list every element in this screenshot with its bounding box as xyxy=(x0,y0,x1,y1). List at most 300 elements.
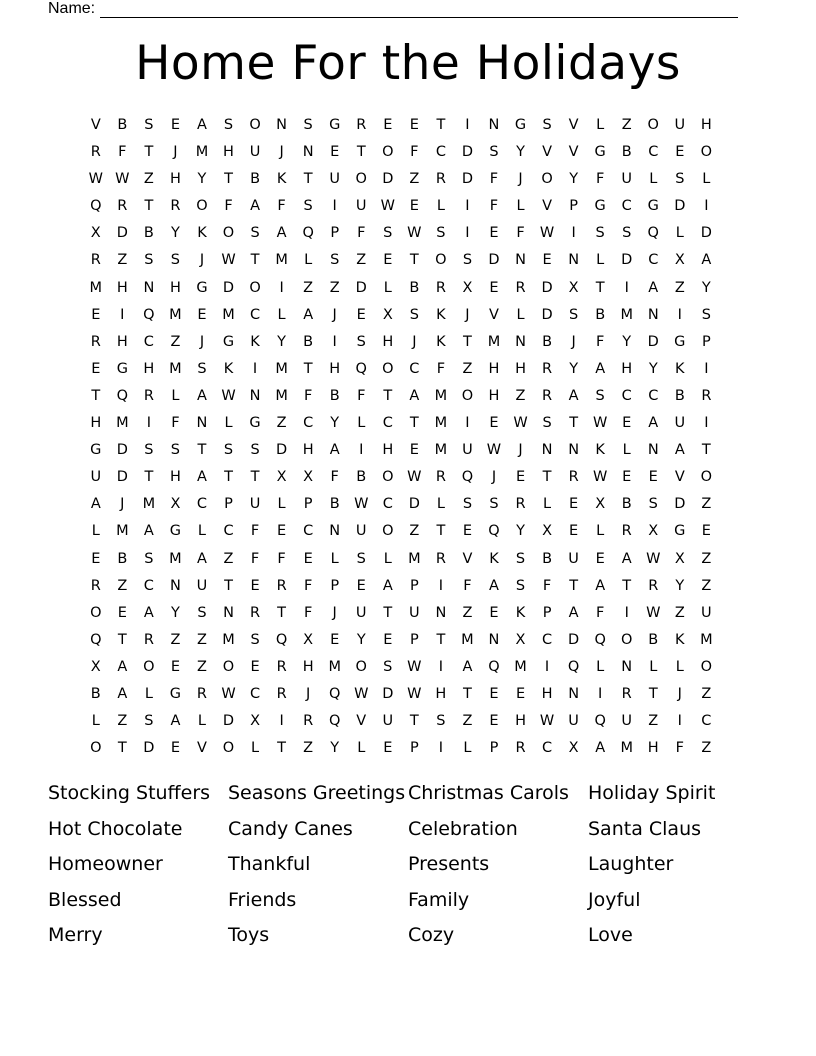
grid-letter[interactable]: O xyxy=(461,387,475,404)
grid-letter[interactable]: S xyxy=(515,577,527,594)
grid-letter[interactable]: A xyxy=(701,252,713,269)
grid-letter[interactable]: L xyxy=(596,252,606,269)
grid-letter[interactable]: E xyxy=(356,306,367,323)
grid-letter[interactable]: T xyxy=(144,144,155,161)
grid-letter[interactable]: S xyxy=(356,550,367,567)
grid-letter[interactable]: H xyxy=(116,333,129,350)
grid-letter[interactable]: T xyxy=(622,577,633,594)
grid-letter[interactable]: Y xyxy=(516,144,526,161)
grid-letter[interactable]: M xyxy=(514,658,528,675)
grid-letter[interactable]: S xyxy=(223,442,235,459)
grid-letter[interactable]: O xyxy=(435,252,448,269)
grid-letter[interactable]: Q xyxy=(90,198,103,215)
grid-letter[interactable]: S xyxy=(489,144,500,161)
grid-letter[interactable]: R xyxy=(90,577,102,594)
grid-letter[interactable]: E xyxy=(648,469,659,486)
grid-letter[interactable]: R xyxy=(276,658,288,675)
grid-letter[interactable]: I xyxy=(677,713,683,730)
grid-letter[interactable]: F xyxy=(516,225,526,242)
grid-letter[interactable]: F xyxy=(595,171,606,188)
grid-letter[interactable]: M xyxy=(434,387,449,404)
grid-letter[interactable]: H xyxy=(382,333,395,350)
grid-letter[interactable]: E xyxy=(250,658,261,675)
grid-letter[interactable]: R xyxy=(435,469,447,486)
grid-letter[interactable]: T xyxy=(224,577,234,594)
grid-letter[interactable]: X xyxy=(90,225,102,242)
grid-letter[interactable]: D xyxy=(276,442,289,459)
grid-letter[interactable]: A xyxy=(170,713,182,730)
grid-letter[interactable]: E xyxy=(197,306,208,323)
grid-letter[interactable]: A xyxy=(117,658,129,675)
grid-letter[interactable]: F xyxy=(436,360,447,377)
grid-letter[interactable]: Q xyxy=(355,360,368,377)
grid-letter[interactable]: S xyxy=(515,550,527,567)
grid-letter[interactable]: R xyxy=(435,279,447,296)
grid-letter[interactable]: V xyxy=(568,144,580,161)
grid-letter[interactable]: X xyxy=(462,279,474,296)
grid-letter[interactable]: R xyxy=(356,117,368,133)
grid-letter[interactable]: P xyxy=(303,496,314,513)
grid-letter[interactable]: N xyxy=(515,333,527,350)
grid-letter[interactable]: A xyxy=(117,685,129,702)
grid-letter[interactable]: O xyxy=(355,171,368,188)
grid-letter[interactable]: D xyxy=(116,469,129,486)
grid-letter[interactable]: I xyxy=(544,658,551,675)
grid-letter[interactable]: R xyxy=(701,387,713,404)
grid-letter[interactable]: F xyxy=(250,523,261,540)
grid-letter[interactable]: I xyxy=(465,415,471,432)
grid-letter[interactable]: E xyxy=(622,415,633,432)
grid-letter[interactable]: A xyxy=(568,387,580,404)
grid-letter[interactable]: G xyxy=(647,198,660,215)
grid-letter[interactable]: U xyxy=(249,496,262,513)
grid-letter[interactable]: A xyxy=(568,604,580,621)
grid-letter[interactable]: L xyxy=(622,442,632,459)
grid-letter[interactable]: O xyxy=(90,604,103,621)
grid-letter[interactable]: P xyxy=(409,631,420,648)
grid-letter[interactable]: R xyxy=(303,713,315,730)
grid-letter[interactable]: P xyxy=(224,496,234,513)
grid-letter[interactable]: T xyxy=(277,604,288,621)
grid-letter[interactable]: D xyxy=(674,496,687,513)
grid-letter[interactable]: E xyxy=(117,604,128,621)
grid-letter[interactable]: G xyxy=(116,360,129,377)
grid-letter[interactable]: D xyxy=(541,279,554,296)
grid-letter[interactable]: H xyxy=(515,360,527,377)
grid-letter[interactable]: Y xyxy=(197,171,208,188)
grid-letter[interactable]: D xyxy=(541,306,554,323)
grid-letter[interactable]: A xyxy=(329,442,341,459)
grid-letter[interactable]: F xyxy=(595,604,606,621)
grid-letter[interactable]: I xyxy=(120,306,126,323)
grid-letter[interactable]: E xyxy=(569,496,580,513)
grid-letter[interactable]: U xyxy=(382,713,395,730)
grid-letter[interactable]: F xyxy=(675,740,685,757)
grid-letter[interactable]: O xyxy=(382,144,395,161)
grid-letter[interactable]: J xyxy=(332,306,338,323)
grid-letter[interactable]: Z xyxy=(196,658,208,675)
grid-letter[interactable]: W xyxy=(539,225,556,242)
grid-letter[interactable]: R xyxy=(515,496,527,513)
grid-letter[interactable]: E xyxy=(409,117,420,133)
grid-letter[interactable]: Z xyxy=(462,360,474,377)
grid-letter[interactable]: R xyxy=(648,577,660,594)
grid-letter[interactable]: E xyxy=(170,740,181,757)
grid-letter[interactable]: T xyxy=(595,279,606,296)
grid-letter[interactable]: O xyxy=(143,658,156,675)
grid-letter[interactable]: N xyxy=(169,577,182,594)
grid-letter[interactable]: M xyxy=(275,252,289,269)
grid-letter[interactable]: N xyxy=(647,442,660,459)
grid-letter[interactable]: L xyxy=(702,171,712,188)
grid-letter[interactable]: S xyxy=(542,117,553,133)
grid-letter[interactable]: E xyxy=(91,360,102,377)
grid-letter[interactable]: J xyxy=(279,144,285,161)
grid-letter[interactable]: J xyxy=(173,144,179,161)
grid-letter[interactable]: G xyxy=(674,523,687,540)
grid-letter[interactable]: E xyxy=(701,523,712,540)
grid-letter[interactable]: O xyxy=(222,740,236,757)
grid-letter[interactable]: G xyxy=(90,442,103,459)
grid-letter[interactable]: T xyxy=(409,252,420,269)
grid-letter[interactable]: E xyxy=(489,225,500,242)
grid-letter[interactable]: V xyxy=(542,198,554,215)
grid-letter[interactable]: S xyxy=(144,550,155,567)
grid-letter[interactable]: I xyxy=(146,415,152,432)
grid-letter[interactable]: D xyxy=(700,225,713,242)
grid-letter[interactable]: N xyxy=(541,442,554,459)
grid-letter[interactable]: S xyxy=(303,198,314,215)
grid-letter[interactable]: Q xyxy=(594,713,607,730)
grid-letter[interactable]: K xyxy=(675,360,686,377)
grid-letter[interactable]: C xyxy=(382,415,394,432)
grid-letter[interactable]: Z xyxy=(701,685,713,702)
grid-letter[interactable]: B xyxy=(329,496,341,513)
grid-letter[interactable]: C xyxy=(648,387,660,404)
grid-letter[interactable]: R xyxy=(170,198,182,215)
grid-letter[interactable]: T xyxy=(383,604,394,621)
grid-letter[interactable]: D xyxy=(116,225,129,242)
grid-letter[interactable]: S xyxy=(144,713,155,730)
grid-letter[interactable]: E xyxy=(303,550,314,567)
grid-letter[interactable]: Z xyxy=(143,171,155,188)
grid-letter[interactable]: A xyxy=(382,577,394,594)
grid-letter[interactable]: W xyxy=(513,415,529,432)
grid-letter[interactable]: L xyxy=(543,496,553,513)
grid-letter[interactable]: M xyxy=(434,442,449,459)
grid-letter[interactable]: M xyxy=(89,279,104,296)
grid-letter[interactable]: T xyxy=(409,713,420,730)
grid-letter[interactable]: J xyxy=(571,333,577,350)
grid-letter[interactable]: L xyxy=(383,279,393,296)
grid-letter[interactable]: K xyxy=(197,225,208,242)
grid-letter[interactable]: C xyxy=(435,144,447,161)
grid-letter[interactable]: L xyxy=(91,523,101,540)
grid-letter[interactable]: U xyxy=(90,469,103,486)
grid-letter[interactable]: J xyxy=(332,604,338,621)
grid-letter[interactable]: B xyxy=(250,171,262,188)
grid-letter[interactable]: O xyxy=(249,117,262,133)
grid-letter[interactable]: S xyxy=(622,225,633,242)
grid-letter[interactable]: G xyxy=(249,415,262,432)
grid-letter[interactable]: F xyxy=(171,415,181,432)
grid-letter[interactable]: O xyxy=(382,469,395,486)
grid-letter[interactable]: L xyxy=(277,306,287,323)
grid-letter[interactable]: L xyxy=(144,685,154,702)
grid-letter[interactable]: G xyxy=(594,144,607,161)
grid-letter[interactable]: H xyxy=(515,713,527,730)
grid-letter[interactable]: X xyxy=(170,496,182,513)
grid-letter[interactable]: I xyxy=(704,198,710,215)
grid-letter[interactable]: B xyxy=(356,469,368,486)
grid-letter[interactable]: T xyxy=(542,469,553,486)
grid-letter[interactable]: S xyxy=(675,171,686,188)
grid-letter[interactable]: A xyxy=(90,496,102,513)
grid-letter[interactable]: U xyxy=(355,604,368,621)
grid-letter[interactable]: S xyxy=(170,252,182,269)
grid-letter[interactable]: S xyxy=(144,442,155,459)
grid-letter[interactable]: R xyxy=(515,279,527,296)
grid-letter[interactable]: D xyxy=(222,713,236,730)
grid-letter[interactable]: S xyxy=(356,333,367,350)
grid-letter[interactable]: Z xyxy=(329,279,341,296)
grid-letter[interactable]: B xyxy=(595,306,607,323)
grid-letter[interactable]: T xyxy=(303,360,314,377)
grid-letter[interactable]: L xyxy=(357,415,367,432)
grid-letter[interactable]: S xyxy=(383,225,394,242)
grid-letter[interactable]: T xyxy=(436,117,447,133)
grid-letter[interactable]: S xyxy=(595,387,606,404)
grid-letter[interactable]: W xyxy=(407,658,423,675)
grid-letter[interactable]: B xyxy=(621,496,633,513)
grid-letter[interactable]: Q xyxy=(594,631,607,648)
grid-letter[interactable]: S xyxy=(383,658,394,675)
grid-letter[interactable]: T xyxy=(383,387,394,404)
grid-letter[interactable]: I xyxy=(332,333,338,350)
grid-letter[interactable]: L xyxy=(649,171,659,188)
grid-letter[interactable]: H xyxy=(647,740,660,757)
grid-letter[interactable]: Z xyxy=(303,740,315,757)
grid-letter[interactable]: Z xyxy=(409,523,421,540)
grid-letter[interactable]: F xyxy=(410,144,420,161)
grid-letter[interactable]: E xyxy=(383,740,394,757)
grid-letter[interactable]: I xyxy=(332,198,338,215)
grid-letter[interactable]: X xyxy=(542,523,554,540)
grid-letter[interactable]: R xyxy=(515,740,527,757)
grid-letter[interactable]: M xyxy=(195,144,210,161)
grid-letter[interactable]: P xyxy=(409,577,420,594)
grid-letter[interactable]: W xyxy=(407,685,423,702)
grid-letter[interactable]: N xyxy=(647,306,660,323)
name-underline[interactable] xyxy=(100,2,738,18)
grid-letter[interactable]: X xyxy=(648,523,660,540)
grid-letter[interactable]: E xyxy=(622,469,633,486)
grid-letter[interactable]: C xyxy=(542,740,554,757)
grid-letter[interactable]: Y xyxy=(675,577,686,594)
grid-letter[interactable]: H xyxy=(169,171,182,188)
grid-letter[interactable]: M xyxy=(222,306,236,323)
grid-letter[interactable]: B xyxy=(329,387,341,404)
grid-letter[interactable]: V xyxy=(197,740,208,757)
grid-letter[interactable]: J xyxy=(306,685,312,702)
grid-letter[interactable]: D xyxy=(568,631,581,648)
grid-letter[interactable]: T xyxy=(463,333,473,350)
grid-letter[interactable]: R xyxy=(621,523,633,540)
grid-letter[interactable]: T xyxy=(463,685,473,702)
grid-letter[interactable]: A xyxy=(595,360,607,377)
grid-letter[interactable]: R xyxy=(621,685,633,702)
grid-letter[interactable]: S xyxy=(197,360,208,377)
grid-letter[interactable]: W xyxy=(592,415,609,432)
grid-letter[interactable]: Z xyxy=(701,740,713,757)
grid-letter[interactable]: F xyxy=(303,604,314,621)
grid-letter[interactable]: I xyxy=(438,658,445,675)
grid-letter[interactable]: P xyxy=(330,577,341,594)
grid-letter[interactable]: S xyxy=(489,496,500,513)
grid-letter[interactable]: W xyxy=(354,496,370,513)
grid-letter[interactable]: B xyxy=(117,550,129,567)
grid-letter[interactable]: M xyxy=(169,360,183,377)
grid-letter[interactable]: P xyxy=(409,740,420,757)
grid-letter[interactable]: N xyxy=(223,604,235,621)
grid-letter[interactable]: Z xyxy=(462,604,474,621)
grid-letter[interactable]: F xyxy=(250,550,261,567)
grid-letter[interactable]: V xyxy=(356,713,368,730)
grid-letter[interactable]: I xyxy=(279,279,285,296)
grid-letter[interactable]: C xyxy=(409,360,421,377)
grid-letter[interactable]: C xyxy=(249,685,262,702)
grid-letter[interactable]: Z xyxy=(701,496,713,513)
grid-letter[interactable]: S xyxy=(436,713,447,730)
grid-letter[interactable]: J xyxy=(518,171,524,188)
grid-letter[interactable]: Y xyxy=(356,631,367,648)
grid-letter[interactable]: T xyxy=(277,740,288,757)
grid-letter[interactable]: A xyxy=(462,658,474,675)
grid-letter[interactable]: Z xyxy=(196,631,208,648)
grid-letter[interactable]: G xyxy=(196,279,209,296)
grid-letter[interactable]: C xyxy=(621,198,633,215)
grid-letter[interactable]: W xyxy=(354,685,370,702)
grid-letter[interactable]: E xyxy=(277,523,288,540)
grid-letter[interactable]: O xyxy=(355,658,368,675)
grid-letter[interactable]: S xyxy=(250,225,261,242)
grid-letter[interactable]: U xyxy=(409,604,421,621)
grid-letter[interactable]: N xyxy=(621,658,634,675)
grid-letter[interactable]: Y xyxy=(330,415,341,432)
grid-letter[interactable]: O xyxy=(196,198,209,215)
grid-letter[interactable]: H xyxy=(621,360,634,377)
grid-letter[interactable]: K xyxy=(436,306,447,323)
grid-letter[interactable]: S xyxy=(462,496,474,513)
grid-letter[interactable]: G xyxy=(222,333,236,350)
grid-letter[interactable]: V xyxy=(462,550,474,567)
grid-letter[interactable]: T xyxy=(117,631,128,648)
grid-letter[interactable]: I xyxy=(624,279,630,296)
grid-letter[interactable]: L xyxy=(596,523,606,540)
grid-letter[interactable]: F xyxy=(303,387,314,404)
grid-letter[interactable]: A xyxy=(143,523,155,540)
grid-letter[interactable]: W xyxy=(407,469,423,486)
grid-letter[interactable]: A xyxy=(621,550,633,567)
grid-letter[interactable]: A xyxy=(648,279,660,296)
grid-letter[interactable]: N xyxy=(329,523,342,540)
grid-letter[interactable]: M xyxy=(169,306,183,323)
grid-letter[interactable]: Q xyxy=(488,523,501,540)
grid-letter[interactable]: T xyxy=(701,442,712,459)
grid-letter[interactable]: X xyxy=(674,252,686,269)
grid-letter[interactable]: A xyxy=(197,469,208,486)
grid-letter[interactable]: R xyxy=(542,360,554,377)
grid-letter[interactable]: U xyxy=(355,523,368,540)
grid-letter[interactable]: D xyxy=(647,333,660,350)
grid-letter[interactable]: T xyxy=(224,171,234,188)
grid-letter[interactable]: R xyxy=(276,685,288,702)
grid-letter[interactable]: U xyxy=(701,604,713,621)
grid-letter[interactable]: Y xyxy=(648,360,659,377)
grid-letter[interactable]: I xyxy=(438,577,445,594)
grid-letter[interactable]: S xyxy=(170,442,182,459)
grid-letter[interactable]: A xyxy=(595,740,607,757)
grid-letter[interactable]: D xyxy=(461,144,475,161)
grid-letter[interactable]: O xyxy=(700,658,714,675)
grid-letter[interactable]: Q xyxy=(90,631,103,648)
grid-letter[interactable]: R xyxy=(435,550,447,567)
grid-letter[interactable]: T xyxy=(117,740,128,757)
grid-letter[interactable]: T xyxy=(91,387,102,404)
grid-letter[interactable]: N xyxy=(276,117,289,133)
grid-letter[interactable]: I xyxy=(598,685,604,702)
grid-letter[interactable]: E xyxy=(383,252,394,269)
grid-letter[interactable]: K xyxy=(595,442,606,459)
grid-letter[interactable]: H xyxy=(169,279,182,296)
grid-letter[interactable]: D xyxy=(461,171,475,188)
grid-letter[interactable]: U xyxy=(674,117,687,133)
grid-letter[interactable]: B xyxy=(648,631,660,648)
grid-letter[interactable]: Y xyxy=(569,360,580,377)
grid-letter[interactable]: D xyxy=(621,252,634,269)
grid-letter[interactable]: A xyxy=(250,198,262,215)
grid-letter[interactable]: D xyxy=(116,442,129,459)
grid-letter[interactable]: U xyxy=(196,577,209,594)
grid-letter[interactable]: T xyxy=(144,469,155,486)
grid-letter[interactable]: N xyxy=(196,415,209,432)
grid-letter[interactable]: D xyxy=(355,279,368,296)
grid-letter[interactable]: P xyxy=(489,740,500,757)
grid-letter[interactable]: W xyxy=(592,469,609,486)
grid-letter[interactable]: R xyxy=(143,631,155,648)
grid-letter[interactable]: Y xyxy=(170,225,181,242)
grid-letter[interactable]: M xyxy=(275,387,289,404)
grid-letter[interactable]: C xyxy=(701,713,713,730)
grid-letter[interactable]: C xyxy=(303,415,315,432)
grid-letter[interactable]: R xyxy=(568,469,580,486)
grid-letter[interactable]: M xyxy=(408,550,422,567)
grid-letter[interactable]: S xyxy=(648,496,659,513)
grid-letter[interactable]: L xyxy=(304,252,314,269)
grid-letter[interactable]: H xyxy=(169,469,182,486)
grid-letter[interactable]: P xyxy=(569,198,579,215)
grid-letter[interactable]: M xyxy=(620,740,634,757)
grid-letter[interactable]: A xyxy=(674,442,686,459)
grid-letter[interactable]: Z xyxy=(170,631,182,648)
grid-letter[interactable]: C xyxy=(223,523,235,540)
grid-letter[interactable]: H xyxy=(223,144,235,161)
grid-letter[interactable]: G xyxy=(674,333,687,350)
grid-letter[interactable]: B xyxy=(542,333,554,350)
grid-letter[interactable]: B xyxy=(542,550,554,567)
grid-letter[interactable]: I xyxy=(704,360,710,377)
grid-letter[interactable]: G xyxy=(514,117,528,133)
